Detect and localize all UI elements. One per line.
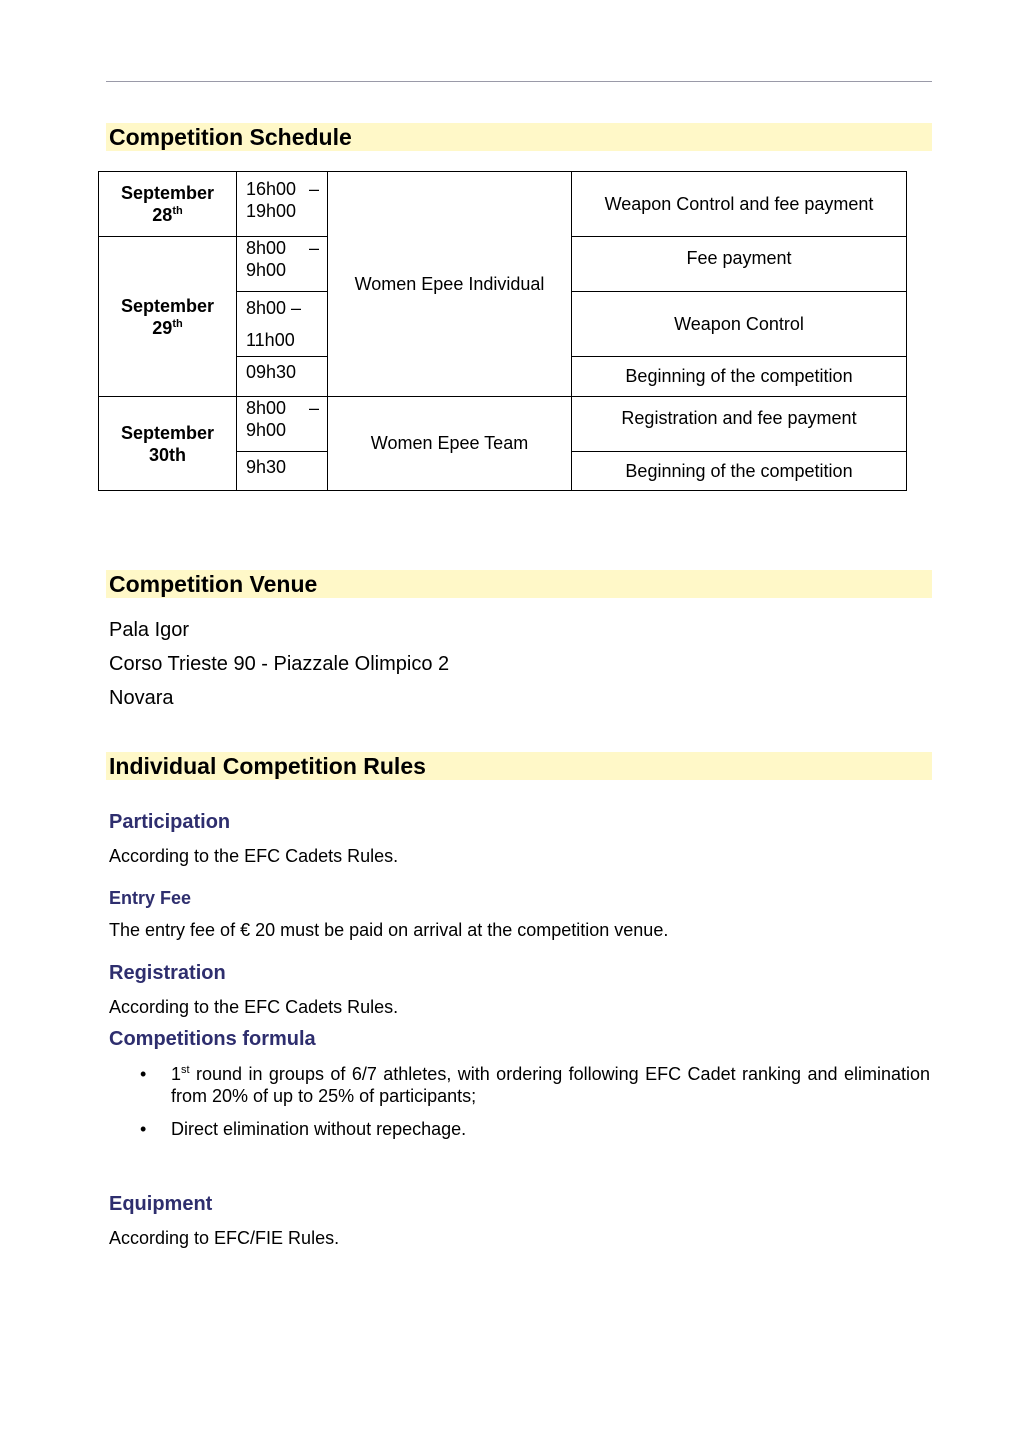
time-cell: 8h00 – 9h00 xyxy=(236,236,328,292)
schedule-table xyxy=(98,171,907,491)
activity-cell: Beginning of the competition xyxy=(571,451,907,491)
participation-title: Participation xyxy=(109,811,231,833)
formula-list xyxy=(140,1063,930,1140)
registration-title: Registration xyxy=(109,962,226,984)
time-cell: 8h00 – 11h00 xyxy=(236,291,328,357)
registration-text: According to the EFC Cadets Rules. xyxy=(109,997,399,1017)
event-cell-individual: Women Epee Individual xyxy=(327,171,572,397)
bullet-icon: • xyxy=(140,1064,147,1084)
formula-title: Competitions formula xyxy=(109,1028,316,1050)
venue-city: Novara xyxy=(109,687,174,709)
time-cell: 09h30 xyxy=(236,356,328,397)
activity-cell: Fee payment xyxy=(571,236,907,292)
activity-cell: Weapon Control and fee payment xyxy=(571,171,907,237)
activity-cell: Beginning of the competition xyxy=(571,356,907,397)
time-cell: 8h00 – 9h00 xyxy=(236,396,328,452)
equipment-title: Equipment xyxy=(109,1193,213,1215)
time-cell: 16h00 – 19h00 xyxy=(236,171,328,237)
date-cell-sep30: September 30th xyxy=(98,396,237,491)
list-item: • 1st round in groups of 6/7 athletes, with ordering following EFC Cadet ranking and elimination from 20% of up to 25% of participants; xyxy=(140,1064,930,1106)
list-item: • Direct elimination without repechage. xyxy=(140,1119,467,1139)
date-cell-sep28: September 28th xyxy=(98,171,237,237)
date-cell-sep29: September 29th xyxy=(98,236,237,397)
venue-address: Corso Trieste 90 - Piazzale Olimpico 2 xyxy=(109,653,450,675)
activity-cell: Registration and fee payment xyxy=(571,396,907,452)
bullet-icon: • xyxy=(140,1119,147,1139)
entry-fee-title: Entry Fee xyxy=(109,888,192,908)
top-rule xyxy=(106,81,932,82)
event-cell-team: Women Epee Team xyxy=(327,396,572,491)
participation-text: According to the EFC Cadets Rules. xyxy=(109,846,399,866)
activity-cell: Weapon Control xyxy=(571,291,907,357)
venue-heading: Competition Venue xyxy=(106,570,932,598)
venue-name: Pala Igor xyxy=(109,619,190,641)
rules-heading: Individual Competition Rules xyxy=(106,752,932,780)
entry-fee-text: The entry fee of € 20 must be paid on arrival at the competition venue. xyxy=(109,920,669,940)
equipment-text: According to EFC/FIE Rules. xyxy=(109,1228,340,1248)
schedule-heading: Competition Schedule xyxy=(106,123,932,151)
time-cell: 9h30 xyxy=(236,451,328,491)
